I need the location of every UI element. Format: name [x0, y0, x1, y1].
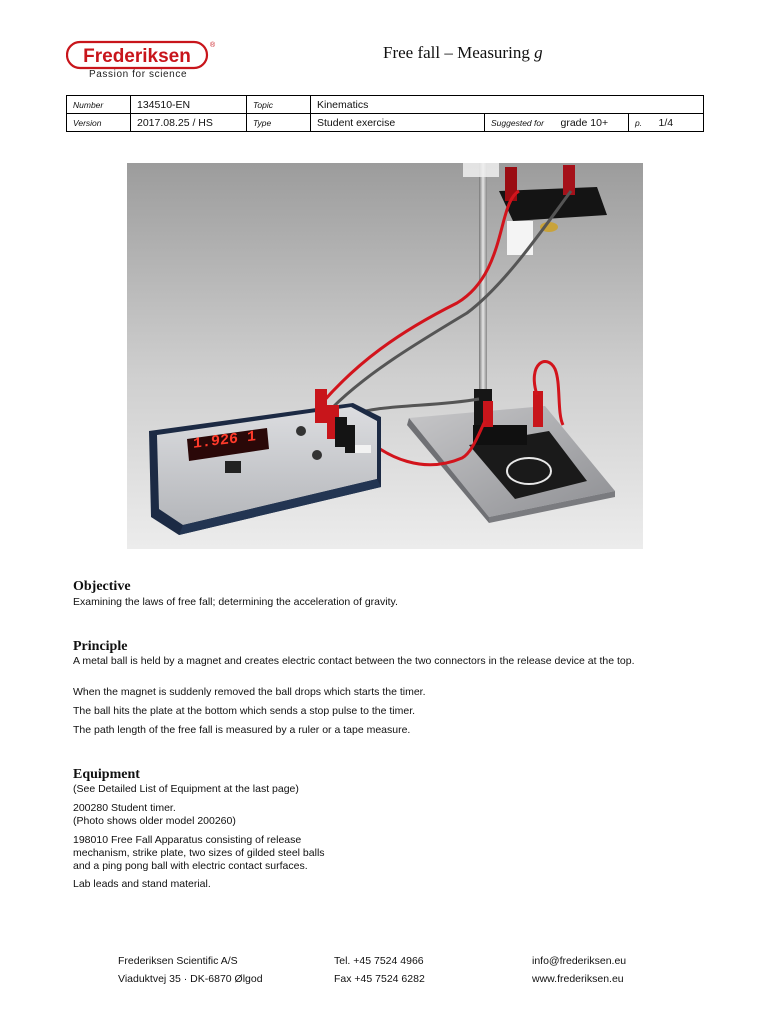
logo-slogan: Passion for science [89, 69, 188, 80]
type-value: Student exercise [311, 114, 485, 132]
title-text: Free fall – Measuring [383, 43, 535, 62]
type-label: Type [247, 114, 311, 132]
email-link[interactable]: info@frederiksen.eu [532, 955, 627, 967]
principle-paragraph: The path length of the free fall is measured by a ruler or a tape measure. [73, 724, 411, 736]
number-value: 134510-EN [131, 96, 247, 114]
principle-heading: Principle [73, 639, 128, 654]
website-link[interactable]: www.frederiksen.eu [532, 973, 624, 985]
company-name: Frederiksen Scientific A/S [118, 955, 238, 967]
equipment-item: and a ping pong ball with electric contact surfaces. [73, 860, 308, 872]
timer-socket [296, 426, 306, 436]
principle-paragraph: A metal ball is held by a magnet and creates electric contact between the two connectors in the release device at the top. [73, 655, 635, 667]
timer-button [225, 461, 241, 473]
page-title [383, 43, 543, 63]
black-plug [345, 425, 355, 453]
page-label: p. [629, 114, 653, 132]
timer-display-reading: 1.926 1 [193, 427, 256, 453]
version-value: 2017.08.25 / HS [131, 114, 247, 132]
equipment-item: 200280 Student timer. [73, 802, 176, 814]
metadata-table [66, 95, 704, 132]
equipment-note: (See Detailed List of Equipment at the last page) [73, 783, 299, 795]
principle-paragraph: The ball hits the plate at the bottom which sends a stop pulse to the timer. [73, 705, 416, 717]
page-value: 1/4 [653, 114, 704, 132]
metadata-row [67, 114, 704, 132]
stand-rod [479, 163, 487, 425]
timer-socket [312, 450, 322, 460]
equipment-item: 198010 Free Fall Apparatus consisting of release [73, 834, 302, 846]
equipment-heading: Equipment [73, 767, 140, 782]
company-address: Viaduktvej 35 · DK-6870 Ølgod [118, 973, 263, 985]
footer-company [118, 952, 263, 988]
number-label: Number [67, 96, 131, 114]
fax: Fax +45 7524 6282 [334, 973, 425, 985]
equipment-item: Lab leads and stand material. [73, 878, 211, 890]
paper-tag [507, 221, 533, 255]
registered-mark: ® [210, 42, 216, 49]
logo-brand: Frederiksen [83, 46, 191, 67]
suggested-label: Suggested for [485, 114, 555, 132]
footer-phone [334, 952, 425, 988]
principle-paragraph: When the magnet is suddenly removed the ball drops which starts the timer. [73, 686, 426, 698]
footer-contact [532, 952, 626, 988]
version-label: Version [67, 114, 131, 132]
suggested-value: grade 10+ [555, 114, 629, 132]
apparatus-photo [127, 163, 643, 549]
objective-heading: Objective [73, 579, 131, 594]
metadata-row [67, 96, 704, 114]
equipment-item: mechanism, strike plate, two sizes of gilded steel balls [73, 847, 325, 859]
equipment-item-note: (Photo shows older model 200260) [73, 815, 236, 827]
topic-value: Kinematics [311, 96, 704, 114]
telephone: Tel. +45 7524 4966 [334, 955, 424, 967]
objective-text: Examining the laws of free fall; determining the acceleration of gravity. [73, 596, 398, 608]
red-plug [315, 389, 327, 423]
title-variable: g [534, 43, 543, 62]
topic-label: Topic [247, 96, 311, 114]
